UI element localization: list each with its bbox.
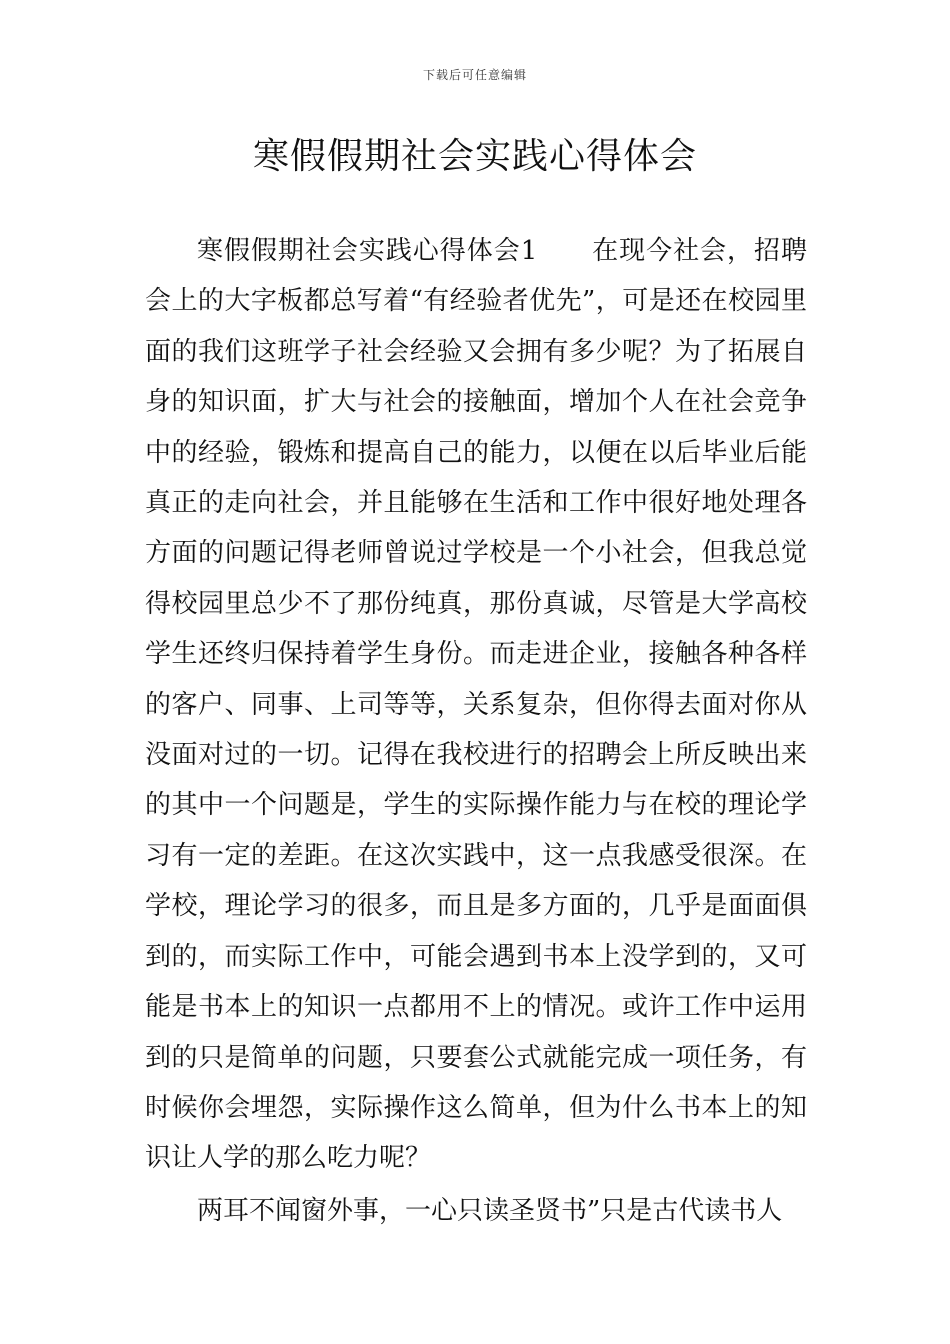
document-title: 寒假假期社会实践心得体会 (252, 136, 697, 177)
document-body (145, 226, 807, 1236)
header-note: 下载后可任意编辑 (422, 68, 527, 82)
body-paragraph-1: 寒假假期社会实践心得体会1 在现今社会，招聘会上的大字板都总写着“有经验者优先”，可是还在校园里面的我们这班学子社会经验又会拥有多少呢？为了拓展自身的知识面，扩大与社会的接触面，增加个人在社会竞争中的经验，锻炼和提高自己的能力，以便在以后毕业后能真正的走向社会，并且能够在生活和工作中很好地处理各方面的问题记得老师曾说过学校是一个小社会，但我总觉得校园里总少不了那份纯真，那份真诚，尽管是大学高校学生还终归保持着学生身份。而走进企业，接触各种各样的客户、同事、上司等等，关系复杂，但你得去面对你从没面对过的一切。记得在我校进行的招聘会上所反映出来的其中一个问题是，学生的实际操作能力与在校的理论学习有一定的差距。在这次实践中，这一点我感受很深。在学校，理论学习的很多，而且是多方面的，几乎是面面俱到的，而实际工作中，可能会遇到书本上没学到的，又可能是书本上的知识一点都用不上的情况。或许工作中运用到的只是简单的问题，只要套公式就能完成一项任务，有时候你会埋怨，实际操作这么简单，但为什么书本上的知识让人学的那么吃力呢？ (145, 236, 807, 1174)
body-paragraph-2: 两耳不闻窗外事，一心只读圣贤书”只是古代读书人 (197, 1195, 783, 1226)
